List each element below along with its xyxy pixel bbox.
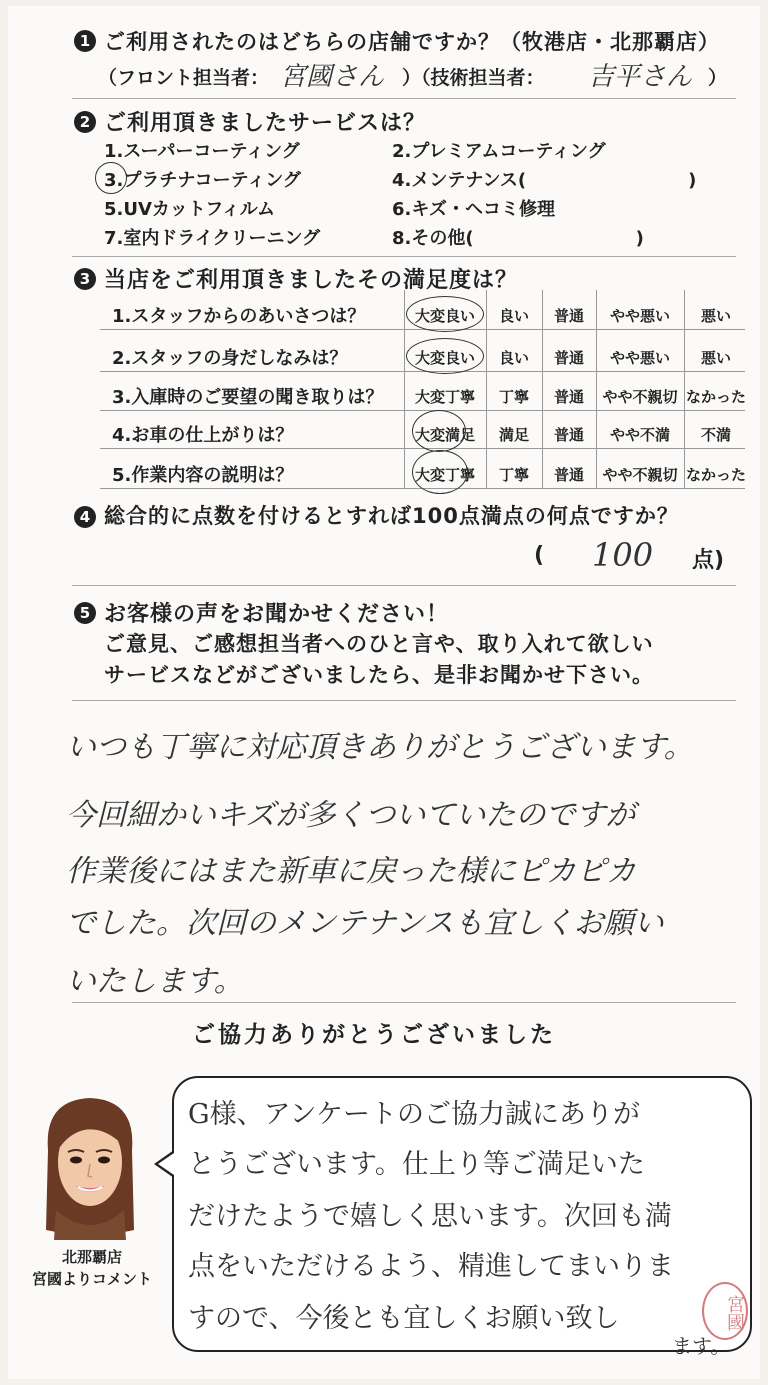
staff-reply-line: ます。 (672, 1334, 731, 1358)
grid-line (100, 371, 745, 372)
score-open-paren: ( (534, 543, 545, 568)
service-option: 4.メンテナンス( ) (392, 170, 697, 191)
selection-circle (95, 162, 127, 194)
rating-choice: 悪い (700, 307, 731, 325)
rating-choice: 良い (498, 307, 529, 325)
question-4-number: 4 (74, 506, 96, 528)
speech-bubble-tail-fill (158, 1153, 174, 1175)
grid-line (100, 410, 745, 411)
front-staff-value: 宮國さん (280, 62, 385, 92)
tech-staff-value: 吉平さん (588, 62, 693, 92)
staff-reply-line: G様、アンケートのご協力誠にありが (188, 1099, 640, 1130)
question-1-title: ご利用されたのはどちらの店舗ですか？（牧港店・北那覇店） (104, 30, 720, 54)
question-2-number: 2 (74, 111, 96, 133)
rating-choice: 大変丁寧 (414, 388, 475, 406)
rating-choice: 大変良い (414, 349, 475, 367)
customer-answer-line: 今回細かいキズが多くついていたのですが (66, 798, 636, 833)
rating-choice: 普通 (553, 349, 584, 367)
customer-answer-line: でした。次回のメンテナンスも宜しくお願い (66, 906, 664, 941)
question-3-title: 当店をご利用頂きましたその満足度は？ (104, 268, 519, 293)
question-5-title: お客様の声をお聞かせください！ (104, 602, 450, 627)
rating-choice: 満足 (498, 426, 529, 444)
rating-question: 5.作業内容の説明は？ (112, 465, 294, 486)
staff-seal: 宮國 (702, 1282, 748, 1340)
rating-question: 4.お車の仕上がりは？ (112, 425, 294, 446)
rating-choice: やや不満 (609, 426, 670, 444)
rating-choice: 丁寧 (498, 466, 529, 484)
rating-choice: なかった (685, 466, 746, 484)
service-option: 7.室内ドライクリーニング (104, 228, 321, 249)
rating-choice: 大変良い (414, 307, 475, 325)
service-option-selected: 3.プラチナコーティング (104, 170, 301, 191)
question-1-number: 1 (74, 30, 96, 52)
question-3-number: 3 (74, 268, 96, 290)
staff-avatar (34, 1090, 146, 1240)
rating-choice: 普通 (553, 388, 584, 406)
front-staff-label: （フロント担当者： (98, 67, 270, 89)
rating-choice: 大変丁寧 (414, 466, 475, 484)
staff-comment-by: 宮國よりコメント (31, 1270, 152, 1288)
customer-answer-line: いつも丁寧に対応頂きありがとうございます。 (66, 730, 694, 765)
rating-choice: やや不親切 (602, 388, 678, 406)
service-option: 8.その他( ) (392, 228, 644, 249)
rating-choice: 丁寧 (498, 388, 529, 406)
selection-circle (412, 410, 466, 452)
rating-choice: やや悪い (609, 349, 670, 367)
question-4-title: 総合的に点数を付けるとすれば100点満点の何点ですか？ (104, 504, 679, 528)
tech-staff-label: ）（技術担当者： (402, 67, 545, 89)
service-option: 2.プレミアムコーティング (392, 141, 606, 162)
score-value: 100 (592, 536, 654, 574)
rating-question: 1.スタッフからのあいさつは？ (112, 306, 366, 327)
staff-reply-line: とうございます。仕上り等ご満足いた (188, 1149, 645, 1180)
rating-question: 2.スタッフの身だしなみは？ (112, 348, 348, 369)
rating-choice: 不満 (700, 426, 731, 444)
thanks-message: ご協力ありがとうございました (192, 1022, 556, 1048)
staff-reply-line: すので、今後とも宜しくお願い致し (188, 1303, 620, 1334)
question-2-title: ご利用頂きましたサービスは？ (104, 111, 427, 136)
rating-choice: やや悪い (609, 307, 670, 325)
question-5-line: サービスなどがございましたら、是非お聞かせ下さい。 (104, 663, 654, 687)
tech-staff-close: ） (708, 67, 728, 89)
rating-choice: やや不親切 (602, 466, 678, 484)
service-option: 6.キズ・ヘコミ修理 (392, 199, 556, 220)
rating-choice: 良い (498, 349, 529, 367)
rating-choice: 悪い (700, 349, 731, 367)
service-option: 5.UVカットフィルム (104, 199, 276, 220)
divider (72, 1002, 736, 1003)
rating-choice: 普通 (553, 466, 584, 484)
rating-choice: なかった (685, 388, 746, 406)
score-unit: 点) (692, 548, 725, 573)
staff-reply-line: だけたようで嬉しく思います。次回も満 (188, 1201, 672, 1232)
selection-circle (412, 450, 468, 494)
selection-circle (406, 338, 484, 374)
divider (72, 700, 736, 701)
customer-answer-line: 作業後にはまた新車に戻った様にピカピカ (66, 854, 636, 889)
service-option: 1.スーパーコーティング (104, 141, 300, 162)
rating-choice: 普通 (553, 426, 584, 444)
staff-reply-line: 点をいただけるよう、精進してまいりま (188, 1251, 674, 1282)
customer-answer-line: いたします。 (66, 964, 244, 999)
rating-choice: 大変満足 (414, 426, 475, 444)
rating-choice: 普通 (553, 307, 584, 325)
divider (72, 98, 736, 99)
divider (72, 256, 736, 257)
question-5-number: 5 (74, 602, 96, 624)
divider (72, 585, 736, 586)
selection-circle (406, 296, 484, 332)
question-5-line: ご意見、ご感想担当者へのひと言や、取り入れて欲しい (104, 632, 654, 656)
grid-line (100, 329, 745, 330)
staff-store: 北那覇店 (61, 1248, 122, 1266)
rating-question: 3.入庫時のご要望の聞き取りは？ (112, 387, 384, 408)
